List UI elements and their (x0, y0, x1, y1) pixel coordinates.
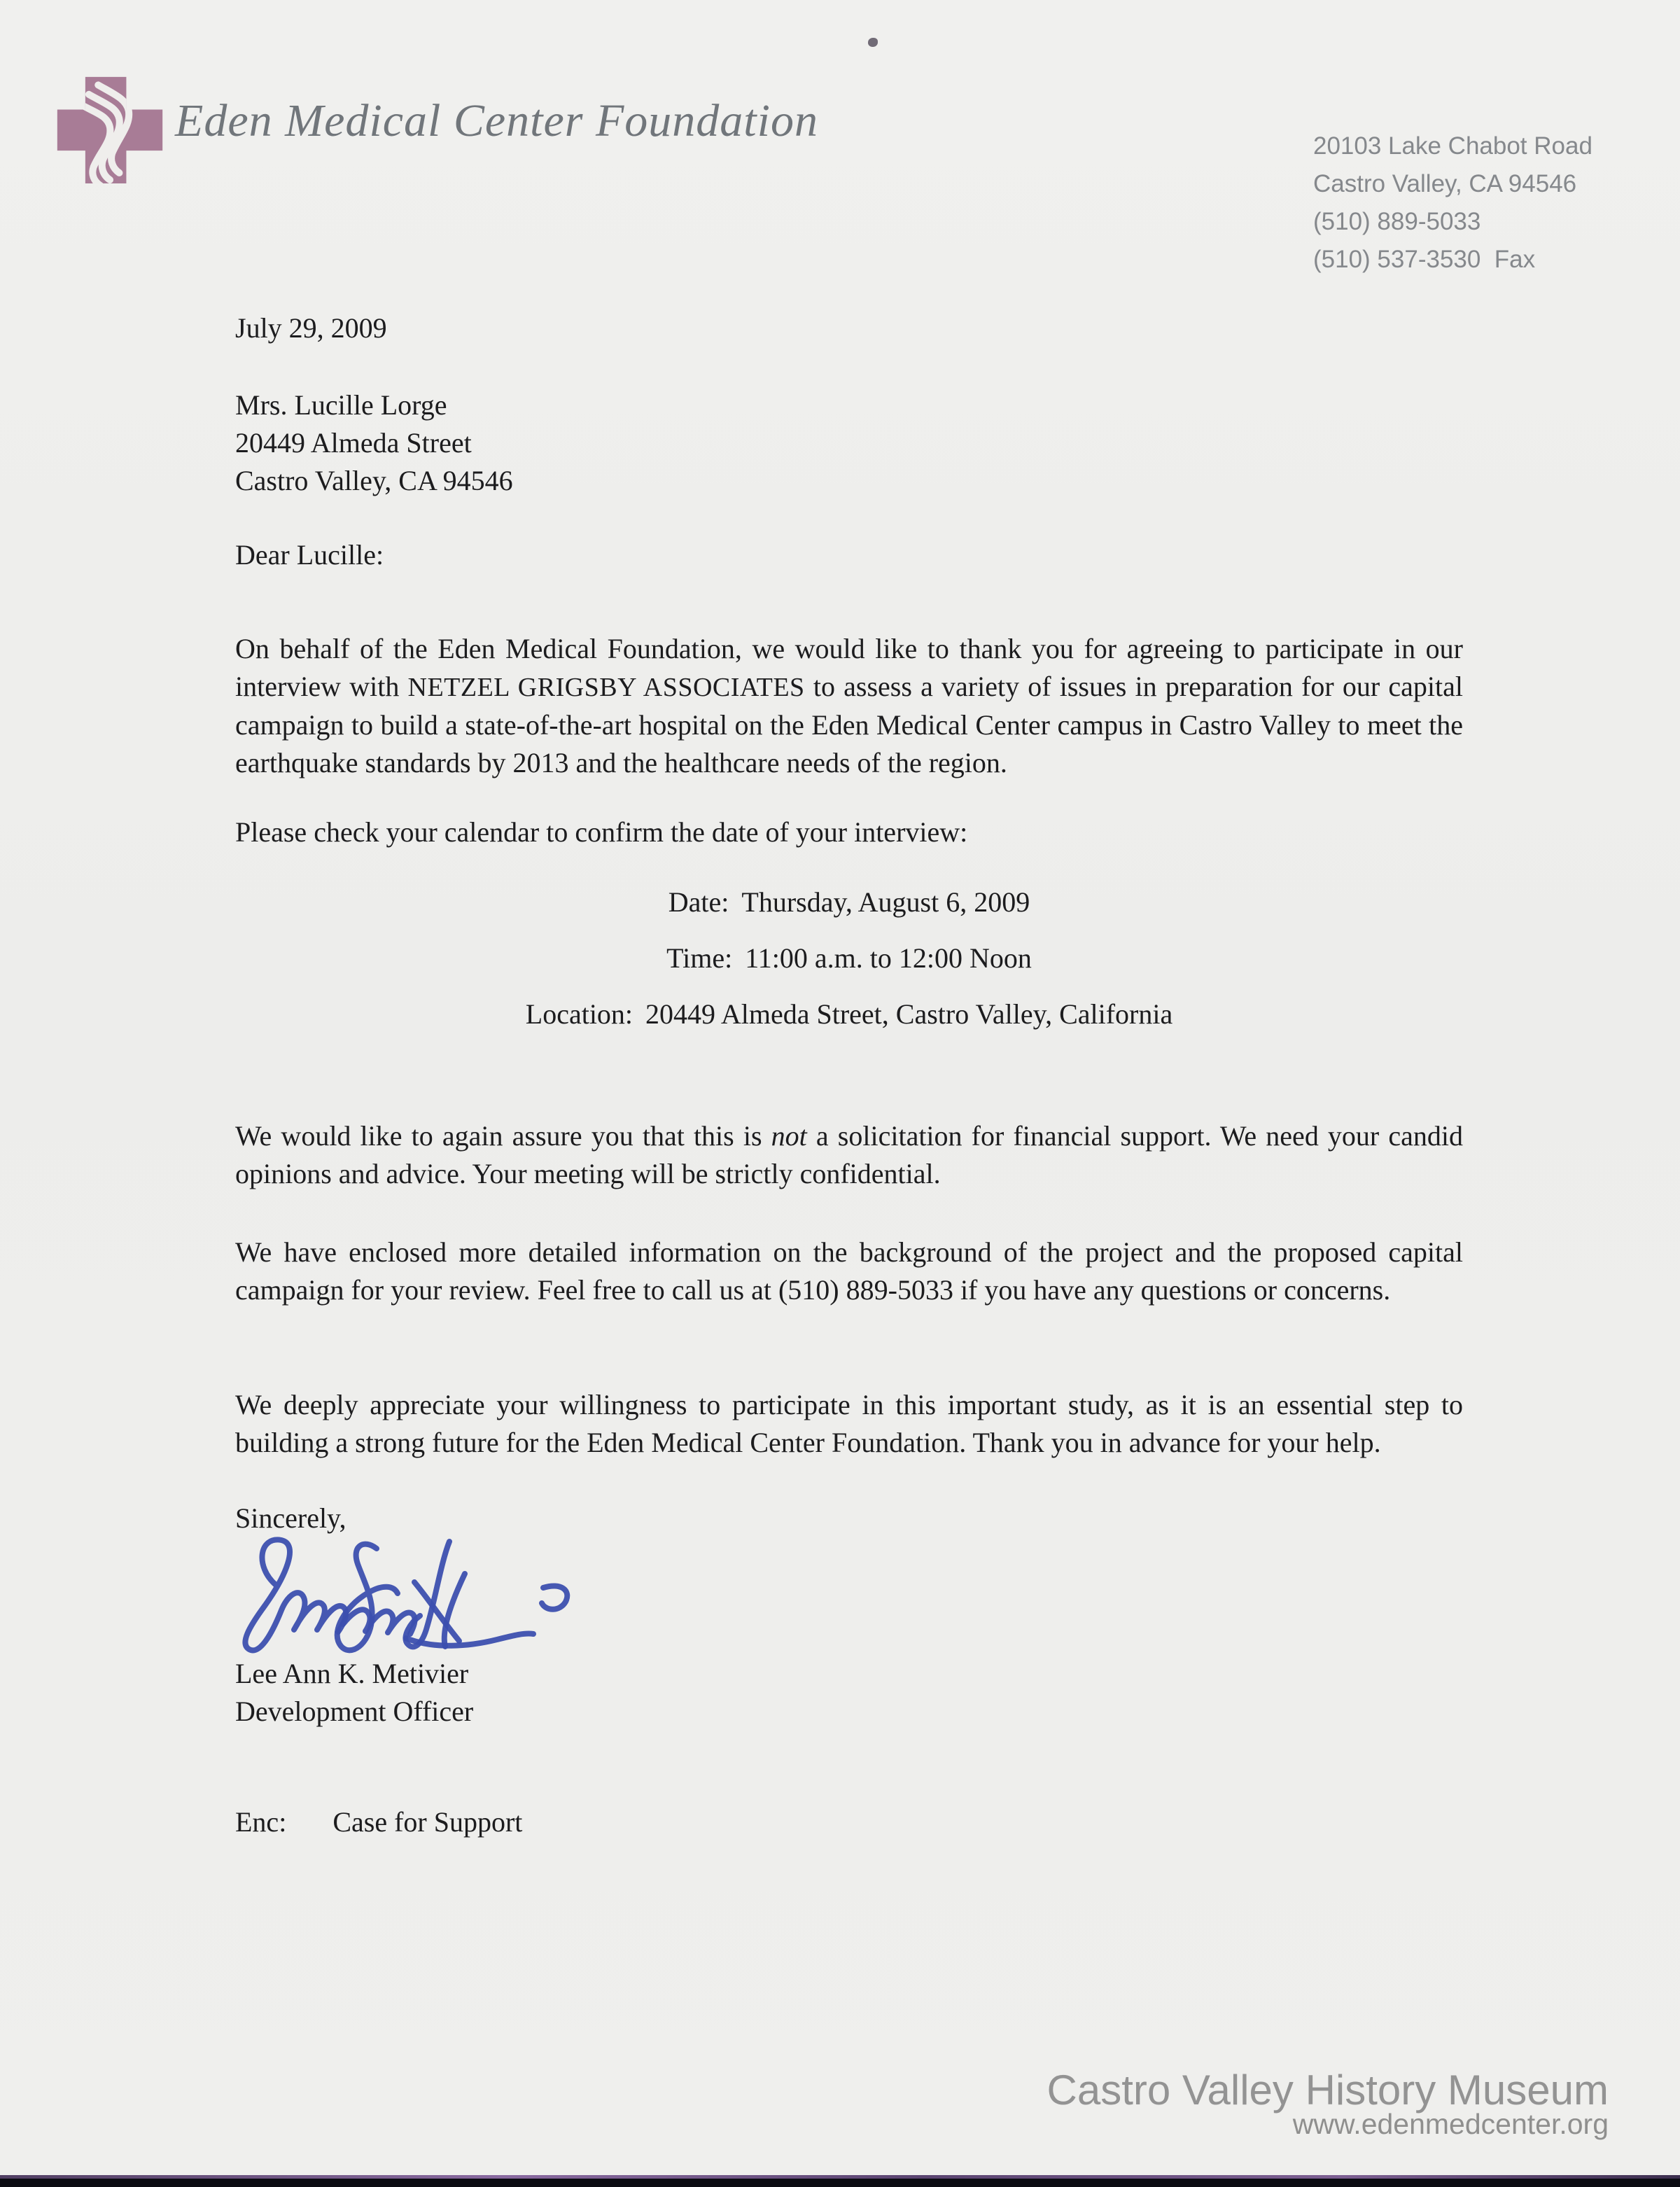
medical-cross-swoosh-logo-icon (49, 69, 171, 190)
paragraph-text: We would like to again assure you that this is (235, 1120, 771, 1152)
recipient-line: Mrs. Lucille Lorge (235, 389, 447, 421)
enclosure-line (235, 1803, 1463, 1841)
scan-speck (868, 38, 878, 47)
schedule-date-value: Thursday, August 6, 2009 (741, 886, 1030, 918)
paragraph-assurance (235, 1117, 1463, 1193)
signer-name: Lee Ann K. Metivier (235, 1658, 469, 1689)
paragraph-confirm: Please check your calendar to confirm the date of your interview: (235, 816, 968, 848)
paragraph-enclosed-info: We have enclosed more detailed information on the background of the project and the proposed capital campaign for your review. Feel free to call us at (510) 889-5033 if you have any questions or concerns. (235, 1236, 1463, 1306)
schedule-location-value: 20449 Almeda Street, Castro Valley, California (645, 998, 1173, 1030)
recipient-line: Castro Valley, CA 94546 (235, 465, 513, 496)
signer-title: Development Officer (235, 1696, 474, 1727)
paragraph-appreciation: We deeply appreciate your willingness to participate in this important study, as it is an essential step to building a strong future for the Eden Medical Center Foundation. Thank you in advance for your help. (235, 1389, 1463, 1458)
enclosure-label: Enc: (235, 1806, 287, 1838)
schedule-time-label: Time: (666, 942, 733, 974)
salutation: Dear Lucille: (235, 539, 384, 571)
schedule-date-label: Date: (668, 886, 729, 918)
org-name: Eden Medical Center Foundation (175, 95, 818, 146)
schedule-time-value: 11:00 a.m. to 12:00 Noon (745, 942, 1032, 974)
address-line: (510) 889-5033 (1313, 208, 1481, 235)
emphasized-word: not (771, 1120, 807, 1152)
letter-date: July 29, 2009 (235, 312, 387, 344)
address-line: 20103 Lake Chabot Road (1313, 132, 1592, 160)
watermark-url: www.edenmedcenter.org (1292, 2108, 1609, 2140)
letterhead-address (1313, 127, 1592, 279)
recipient-line: 20449 Almeda Street (235, 427, 472, 459)
schedule-location-label: Location: (525, 998, 634, 1030)
paragraph-text: to assess a variety of issues in preparation for our capital campaign to build a state-of-the-art hospital on the Eden Medical Center campus in Castro Valley to meet the earthquake standards by 2013 and the healthcare needs of the region. (235, 671, 1463, 778)
address-line: (510) 537-3530 Fax (1313, 246, 1536, 273)
paragraph-text: On behalf of the Eden Medical Foundation, we would like to thank you for agreeing to participate in our interview with (235, 633, 1463, 702)
closing: Sincerely, (235, 1502, 346, 1534)
paragraph-text: a solicitation for financial support. We need your candid opinions and advice. Your meeting will be strictly confidential. (235, 1120, 1464, 1189)
signer-block (235, 1655, 1463, 1731)
schedule-time-line (235, 939, 1463, 977)
consultant-name: NETZEL GRIGSBY ASSOCIATES (407, 673, 805, 702)
schedule-date-line (235, 883, 1463, 921)
scanner-edge-black-strip (0, 2179, 1680, 2187)
schedule-location-line (235, 995, 1463, 1033)
watermark-museum-name: Castro Valley History Museum (1046, 2067, 1609, 2113)
address-line: Castro Valley, CA 94546 (1313, 170, 1577, 197)
recipient-address (235, 386, 1463, 500)
enclosure-value: Case for Support (332, 1806, 523, 1838)
paragraph-intro (235, 630, 1463, 782)
